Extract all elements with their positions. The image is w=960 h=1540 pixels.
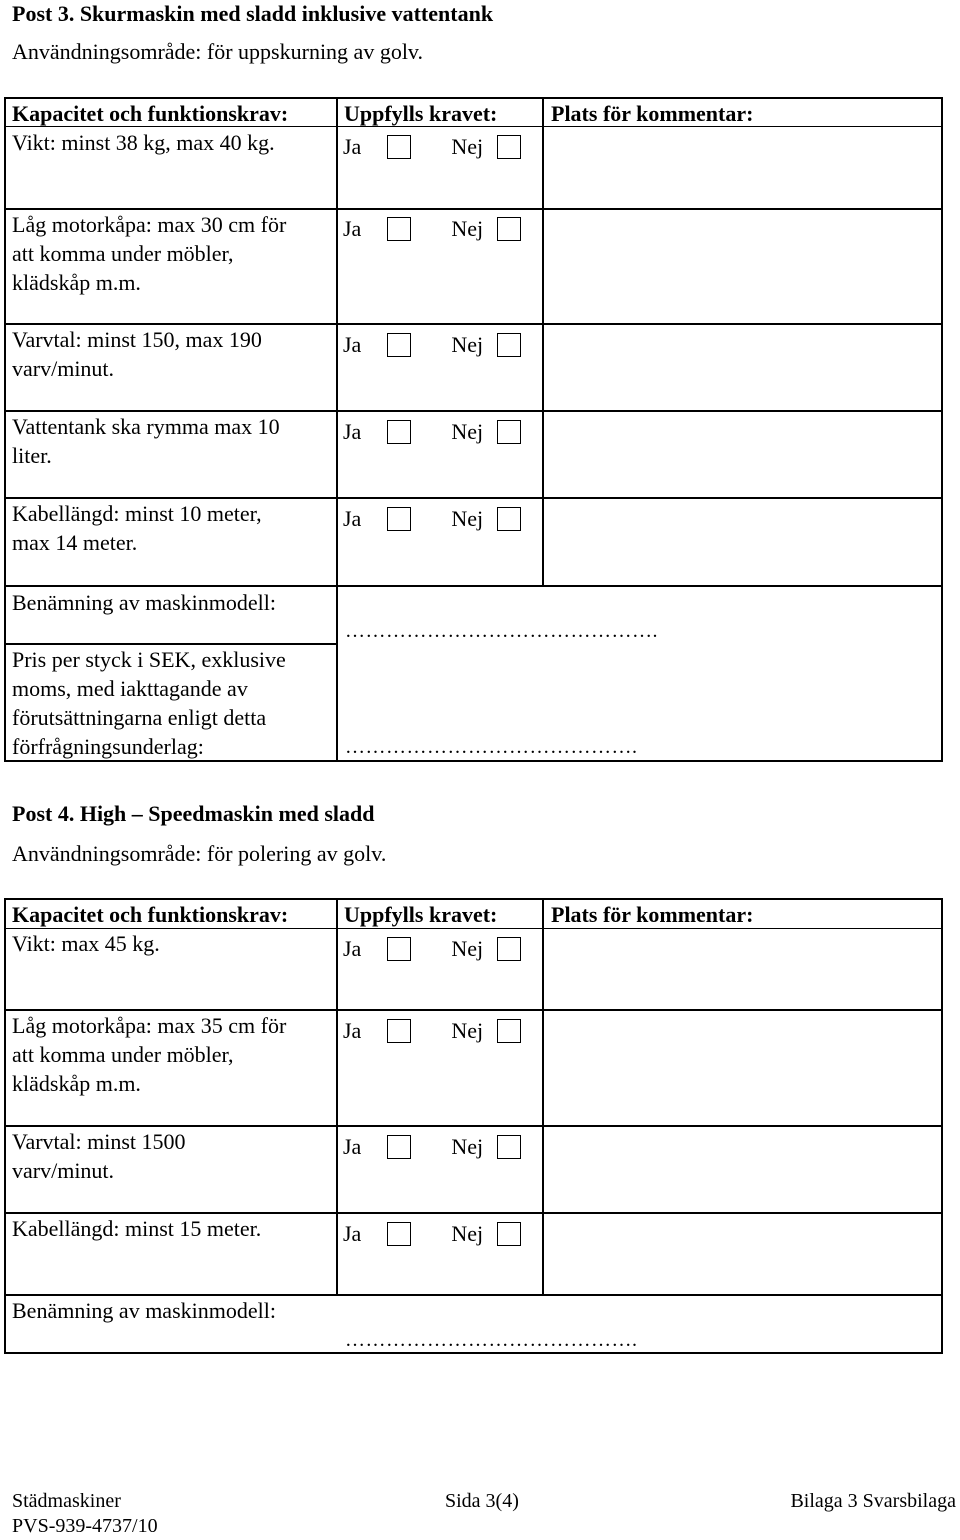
- post4-header-comment: Plats för kommentar:: [551, 902, 754, 927]
- yes-checkbox[interactable]: [387, 217, 411, 241]
- post3-row-speed-label: Varvtal: minst 150, max 190 varv/minut.: [12, 327, 262, 381]
- yes-checkbox[interactable]: [387, 1135, 411, 1159]
- no-checkbox[interactable]: [497, 420, 521, 444]
- no-label: Nej: [451, 1018, 484, 1043]
- no-checkbox[interactable]: [497, 507, 521, 531]
- post3-row-cable-answer: [343, 505, 521, 533]
- post4-row-weight-comment[interactable]: [546, 930, 938, 1007]
- no-label: Nej: [451, 332, 484, 357]
- yes-label: Ja: [343, 216, 362, 241]
- post4-model-label: Benämning av maskinmodell:: [12, 1298, 276, 1323]
- post4-row-speed-comment[interactable]: [546, 1128, 938, 1210]
- no-checkbox[interactable]: [497, 1019, 521, 1043]
- yes-label: Ja: [343, 936, 362, 961]
- post3-model-label: Benämning av maskinmodell:: [12, 590, 276, 615]
- post3-row-speed-comment[interactable]: [546, 326, 938, 408]
- footer-page-number: Sida 3(4): [445, 1490, 519, 1512]
- no-label: Nej: [451, 134, 484, 159]
- post3-row-hood-label: Låg motorkåpa: max 30 cm för att komma under möbler, klädskåp m.m.: [12, 212, 287, 295]
- post3-title: Post 3. Skurmaskin med sladd inklusive vattentank: [12, 1, 494, 26]
- footer-reference: PVS-939-4737/10: [12, 1515, 158, 1537]
- post3-row-cable-label: Kabellängd: minst 10 meter, max 14 meter.: [12, 501, 262, 555]
- post3-row-hood-answer: [343, 215, 521, 243]
- post3-price-label: Pris per styck i SEK, exklusive moms, med iakttagande av förutsättningarna enligt detta förfrågningsunderlag:: [12, 647, 286, 759]
- no-label: Nej: [451, 1221, 484, 1246]
- no-checkbox[interactable]: [497, 135, 521, 159]
- post3-row-weight-label: Vikt: minst 38 kg, max 40 kg.: [12, 130, 275, 155]
- yes-label: Ja: [343, 332, 362, 357]
- post4-row-cable-comment[interactable]: [546, 1215, 938, 1292]
- yes-checkbox[interactable]: [387, 937, 411, 961]
- yes-label: Ja: [343, 1134, 362, 1159]
- post4-row-speed-answer: [343, 1133, 521, 1161]
- yes-label: Ja: [343, 1018, 362, 1043]
- post4-row-cable-answer: [343, 1220, 521, 1248]
- post4-row-cable-label: Kabellängd: minst 15 meter.: [12, 1216, 262, 1241]
- no-checkbox[interactable]: [497, 1222, 521, 1246]
- yes-checkbox[interactable]: [387, 333, 411, 357]
- post4-row-hood-answer: [343, 1017, 521, 1045]
- post4-row-weight-answer: [343, 935, 521, 963]
- no-checkbox[interactable]: [497, 937, 521, 961]
- post4-row-hood-label: Låg motorkåpa: max 35 cm för att komma under möbler, klädskåp m.m.: [12, 1013, 287, 1096]
- post4-row-hood-comment[interactable]: [546, 1012, 938, 1123]
- no-label: Nej: [451, 216, 484, 241]
- no-label: Nej: [451, 1134, 484, 1159]
- footer-department: Städmaskiner: [12, 1490, 121, 1512]
- post4-usage: Användningsområde: för polering av golv.: [12, 841, 387, 866]
- post3-row-weight-answer: [343, 133, 521, 161]
- post4-row-weight-label: Vikt: max 45 kg.: [12, 931, 160, 956]
- no-checkbox[interactable]: [497, 333, 521, 357]
- post3-row-tank-comment[interactable]: [546, 413, 938, 495]
- no-label: Nej: [451, 419, 484, 444]
- post3-row-hood-comment[interactable]: [546, 211, 938, 321]
- yes-checkbox[interactable]: [387, 420, 411, 444]
- post4-model-field[interactable]: …………………………………….: [345, 1329, 638, 1351]
- post3-header-comment: Plats för kommentar:: [551, 101, 754, 126]
- post3-model-field[interactable]: ……………………………………….: [345, 620, 658, 642]
- no-label: Nej: [451, 506, 484, 531]
- yes-checkbox[interactable]: [387, 135, 411, 159]
- post4-header-fulfilled: Uppfylls kravet:: [344, 902, 498, 927]
- no-checkbox[interactable]: [497, 217, 521, 241]
- post3-header-fulfilled: Uppfylls kravet:: [344, 101, 498, 126]
- no-label: Nej: [451, 936, 484, 961]
- post3-row-cable-comment[interactable]: [546, 500, 938, 583]
- yes-checkbox[interactable]: [387, 507, 411, 531]
- post4-row-speed-label: Varvtal: minst 1500 varv/minut.: [12, 1129, 186, 1183]
- post3-row-tank-label: Vattentank ska rymma max 10 liter.: [12, 414, 280, 468]
- yes-label: Ja: [343, 419, 362, 444]
- post3-usage: Användningsområde: för uppskurning av golv.: [12, 39, 424, 64]
- yes-checkbox[interactable]: [387, 1222, 411, 1246]
- yes-label: Ja: [343, 1221, 362, 1246]
- yes-label: Ja: [343, 134, 362, 159]
- post4-header-capacity: Kapacitet och funktionskrav:: [12, 902, 289, 927]
- footer-appendix: Bilaga 3 Svarsbilaga: [790, 1490, 956, 1512]
- post3-row-tank-answer: [343, 418, 521, 446]
- yes-checkbox[interactable]: [387, 1019, 411, 1043]
- post4-title: Post 4. High – Speedmaskin med sladd: [12, 801, 375, 826]
- yes-label: Ja: [343, 506, 362, 531]
- post3-price-field[interactable]: …………………………………….: [345, 736, 638, 758]
- post3-header-capacity: Kapacitet och funktionskrav:: [12, 101, 289, 126]
- post3-row-speed-answer: [343, 331, 521, 359]
- post3-row-weight-comment[interactable]: [546, 128, 938, 206]
- no-checkbox[interactable]: [497, 1135, 521, 1159]
